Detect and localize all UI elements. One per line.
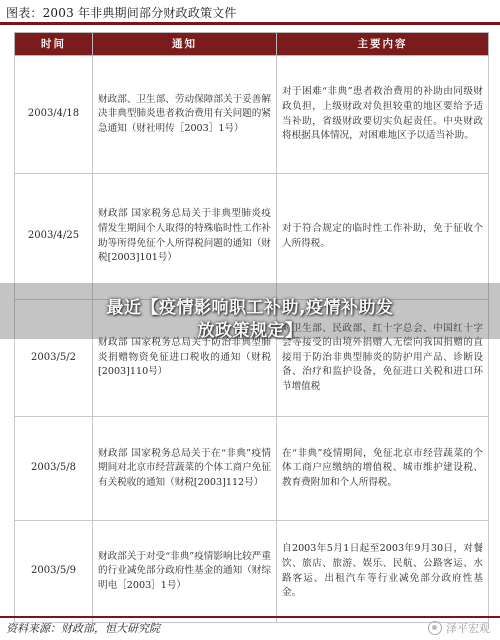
row-content: 对于符合规定的临时性工作补助，免于征收个人所得税。 xyxy=(277,174,489,300)
table-row xyxy=(15,521,489,623)
header-content: 主要内容 xyxy=(277,33,489,56)
table-row xyxy=(15,56,489,174)
watermark xyxy=(428,620,490,636)
row-date: 2003/5/2 xyxy=(15,300,93,417)
row-date: 2003/4/18 xyxy=(15,56,93,174)
page-title: 图表：2003 年非典期间部分财政政策文件 xyxy=(6,6,237,20)
row-notice: 财政部关于对受“非典”疫情影响比较严重的行业减免部分政府性基金的通知（财综明电［2003］1号） xyxy=(93,521,277,623)
table-row xyxy=(15,174,489,300)
row-notice: 财政部 国家税务总局关于防治非典型肺炎捐赠物资免征进口税收的通知（财税[2003]110号） xyxy=(93,300,277,417)
wechat-logo-icon xyxy=(428,621,442,635)
row-date: 2003/5/8 xyxy=(15,417,93,521)
table-header-row xyxy=(15,33,489,56)
overlay-text-line2: 放政策规定】 xyxy=(197,321,303,341)
header-notice: 通知 xyxy=(93,33,277,56)
table-row xyxy=(15,417,489,521)
row-content: 在“非典”疫情期间，免征北京市经营蔬菜的个体工商户应缴纳的增值税、城市维护建设税、教育费附加和个人所得税。 xyxy=(277,417,489,521)
row-content: 对于困难“非典”患者救治费用的补助由同级财政负担，上级财政对负担较重的地区要给予适当补助，省级财政要切实负起责任。中央财政将根据具体情况，对困难地区予以适当补助。 xyxy=(277,56,489,174)
overlay-text-line1: 最近【疫情影响职工补助,疫情补助发 xyxy=(106,298,394,318)
header-date: 时间 xyxy=(15,33,93,56)
row-content: 自2003年5月1日起至2003年9月30日，对餐饮、旅店、旅游、娱乐、民航、公路客运、水路客运、出租汽车等行业减免部分政府性基金。 xyxy=(277,521,489,623)
row-notice: 财政部 国家税务总局关于非典型肺炎疫情发生期间个人取得的特殊临时性工作补助等所得免征个人所得税问题的通知（财税[2003]101号） xyxy=(93,174,277,300)
watermark-text: 泽平宏观 xyxy=(446,622,490,635)
row-notice: 财政部 国家税务总局关于在“非典”疫情期间对北京市经营蔬菜的个体工商户免征有关税收的通知（财税[2003]112号） xyxy=(93,417,277,521)
row-date: 2003/4/25 xyxy=(15,174,93,300)
title-rule xyxy=(0,22,500,25)
row-content: 对卫生部、民政部、红十字总会、中国红十字会等接受的由境外捐赠人无偿向我国捐赠的直接用于防治非典型肺炎的防护用产品、诊断设备、治疗和监护设备，免征进口关税和进口环节增值税 xyxy=(277,300,489,417)
bottom-rule xyxy=(0,616,500,618)
source-note: 资料来源：财政部，恒大研究院 xyxy=(6,622,160,635)
row-date: 2003/5/9 xyxy=(15,521,93,623)
row-notice: 财政部、卫生部、劳动保障部关于妥善解决非典型肺炎患者救治费用有关问题的紧急通知（财社明传［2003］1号） xyxy=(93,56,277,174)
